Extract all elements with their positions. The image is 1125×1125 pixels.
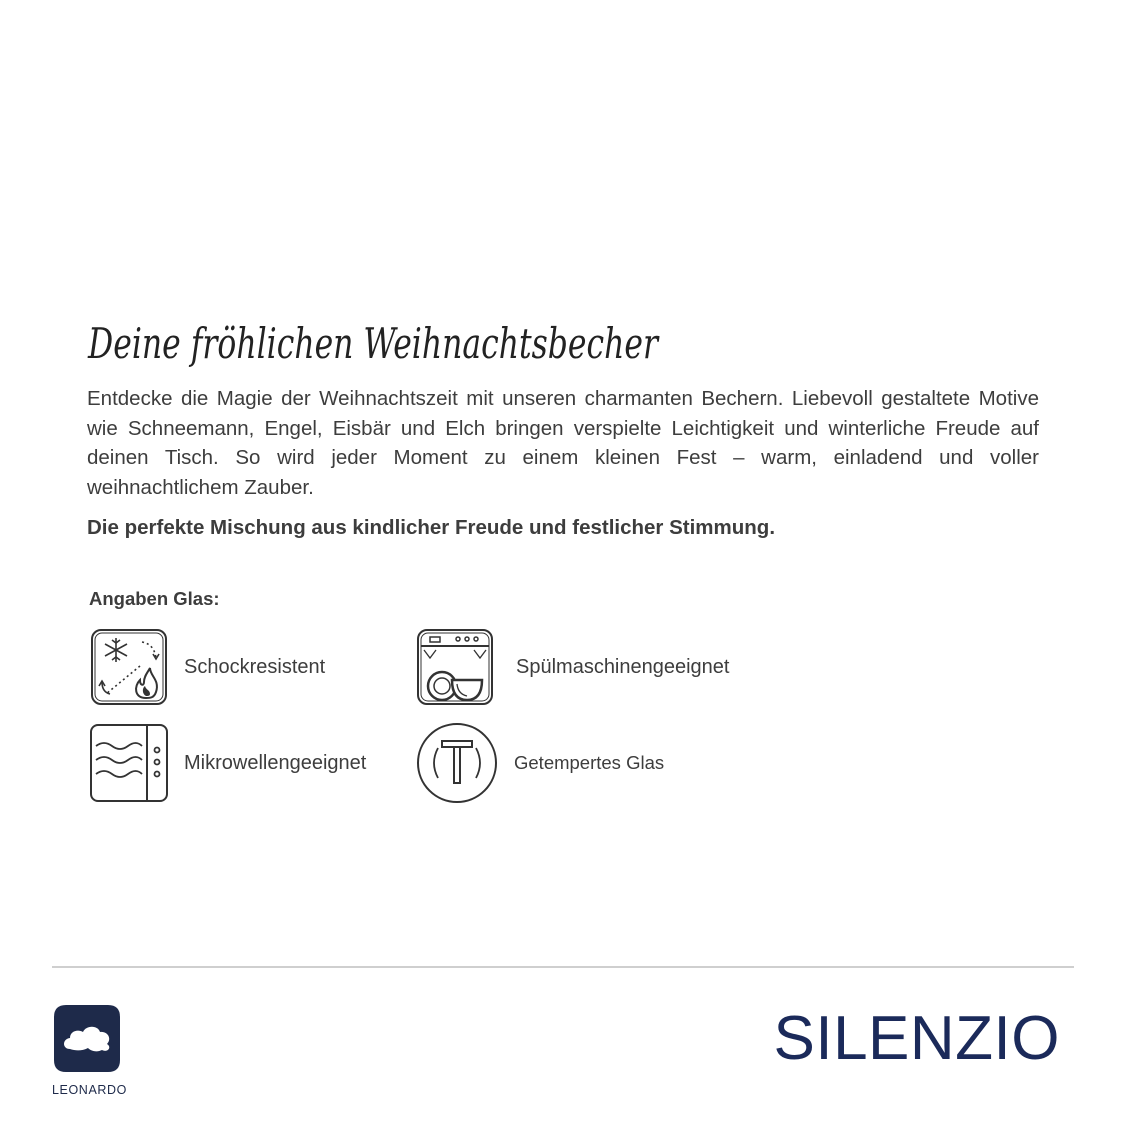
footer-divider [52, 966, 1074, 968]
tagline: Die perfekte Mischung aus kindlicher Freude und festlicher Stimmung. [87, 516, 776, 539]
shock-resistant-icon [90, 628, 168, 706]
dishwasher-icon [416, 628, 494, 706]
page-title [86, 300, 726, 390]
tempered-glass-icon [416, 722, 498, 804]
feature-tempered-glass [416, 722, 664, 804]
page-title-text: Deine fröhlichen Weihnachtsbecher [87, 319, 661, 368]
feature-label: Schockresistent [184, 655, 326, 678]
leonardo-logo [52, 1003, 122, 1074]
glass-info-title: Angaben Glas: [89, 588, 220, 609]
microwave-icon [90, 724, 168, 802]
brand-name: SILENZIO [773, 1004, 1060, 1073]
feature-microwave [90, 724, 366, 802]
logo-text: LEONARDO [52, 1083, 127, 1097]
feature-label: Mikrowellengeeignet [184, 751, 367, 774]
intro-paragraph: Entdecke die Magie der Weihnachtszeit mit unseren charmanten Bechern. Liebevoll gestaltete Motive wie Schneemann, Engel, Eisbär und Elch bringen verspielte Leichtigkeit und winterliche Freude auf deinen Tisch. So wird jeder Moment zu einem kleinen Fest – warm, einladend und voller weihnachtlichem Zauber. [87, 387, 1039, 499]
feature-dishwasher [416, 628, 730, 706]
feature-shock-resistant [90, 628, 325, 706]
feature-label: Spülmaschinengeeignet [516, 655, 730, 678]
feature-label: Getempertes Glas [514, 752, 665, 773]
